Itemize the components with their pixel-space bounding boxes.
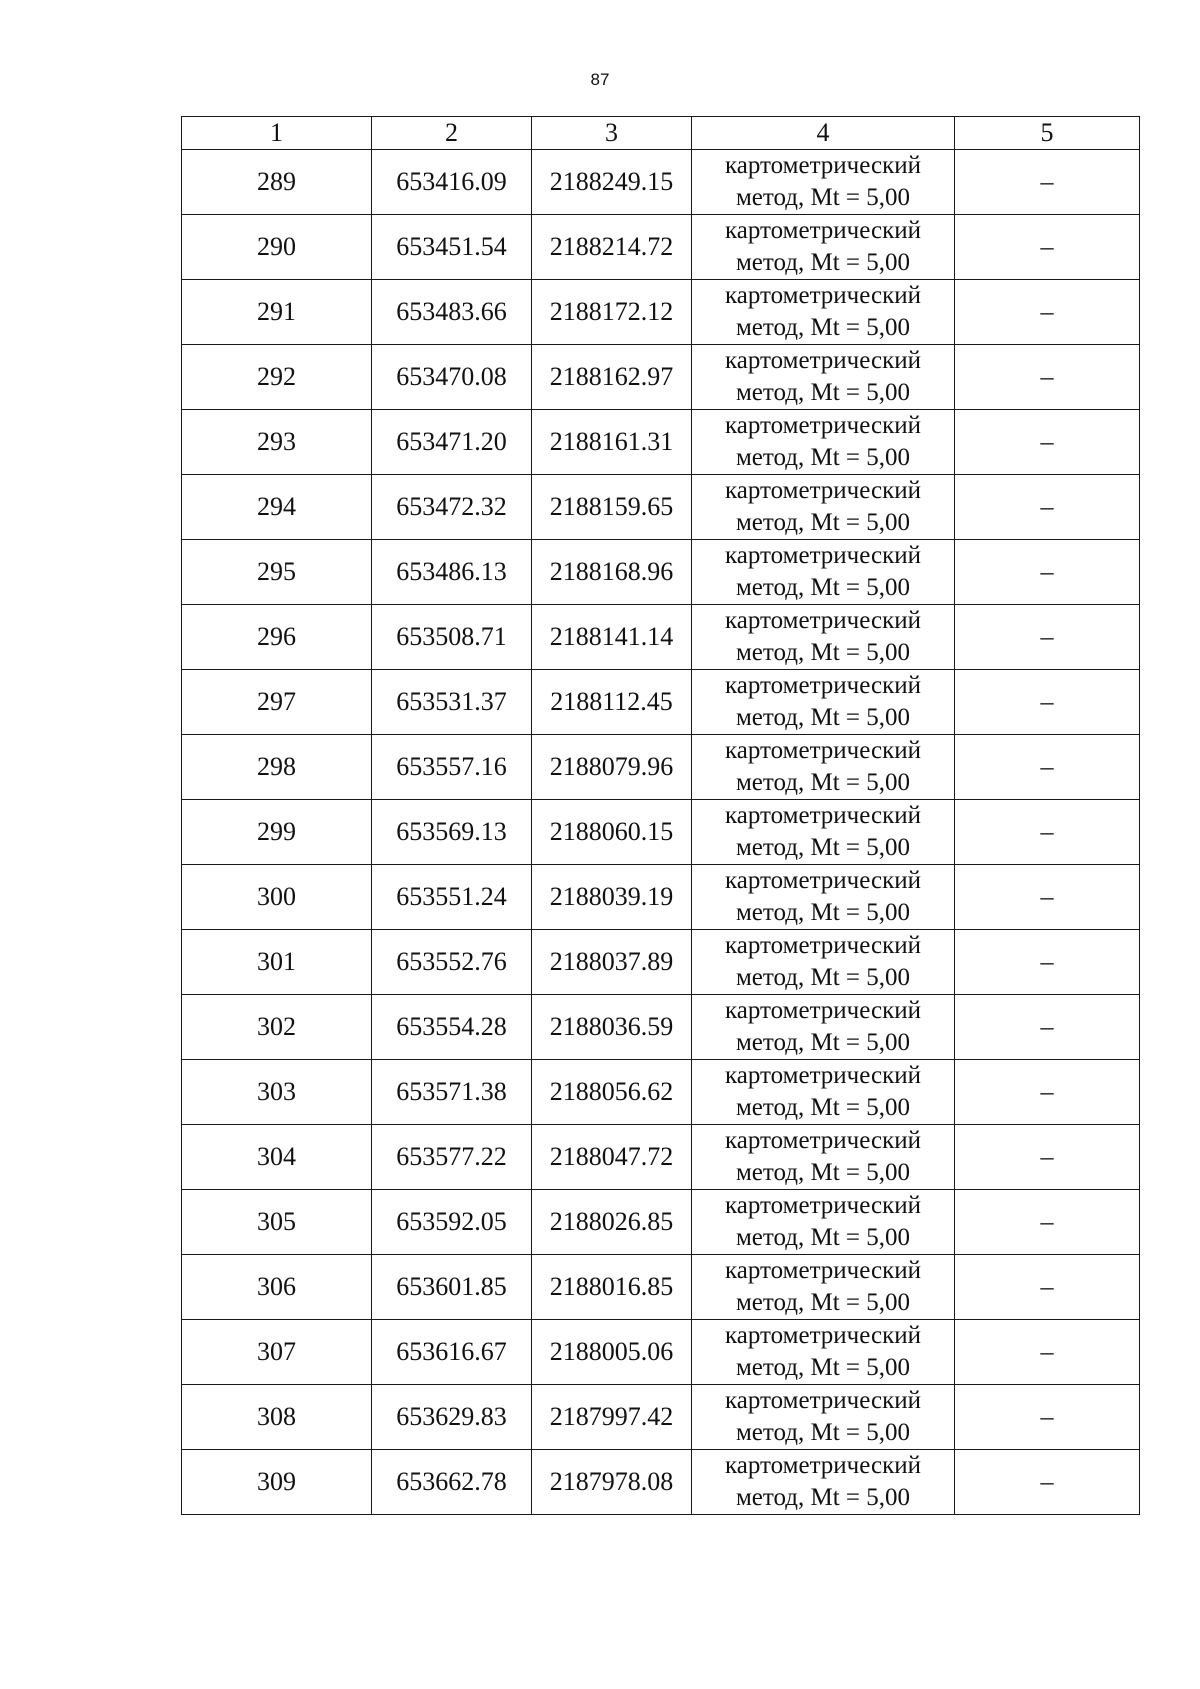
x-coordinate-cell: 653451.54: [372, 215, 532, 280]
method-cell: [692, 930, 955, 995]
y-coordinate-cell: 2188039.19: [532, 865, 692, 930]
note-cell: –: [955, 410, 1140, 475]
method-line-2: метод, Mt = 5,00: [735, 704, 911, 731]
x-coordinate-cell: 653470.08: [372, 345, 532, 410]
point-number-cell: 303: [182, 1060, 372, 1125]
method-cell: [692, 1385, 955, 1450]
table-row: [182, 735, 1140, 800]
method-line-2: метод, Mt = 5,00: [735, 314, 911, 341]
x-coordinate-cell: 653472.32: [372, 475, 532, 540]
point-number-cell: 292: [182, 345, 372, 410]
x-coordinate-cell: 653577.22: [372, 1125, 532, 1190]
method-line-2: метод, Mt = 5,00: [735, 639, 911, 666]
method-line-2: метод, Mt = 5,00: [735, 1354, 911, 1381]
y-coordinate-cell: 2188162.97: [532, 345, 692, 410]
note-cell: –: [955, 1255, 1140, 1320]
point-number-cell: 309: [182, 1450, 372, 1515]
method-cell: [692, 215, 955, 280]
point-number-cell: 296: [182, 605, 372, 670]
method-line-1: картометрический: [725, 282, 921, 309]
method-cell: [692, 995, 955, 1060]
method-cell: [692, 1320, 955, 1385]
point-number-cell: 308: [182, 1385, 372, 1450]
point-number-cell: 291: [182, 280, 372, 345]
note-cell: –: [955, 150, 1140, 215]
table-row: [182, 345, 1140, 410]
point-number-cell: 301: [182, 930, 372, 995]
method-cell: [692, 410, 955, 475]
y-coordinate-cell: 2187978.08: [532, 1450, 692, 1515]
note-cell: –: [955, 930, 1140, 995]
table-row: [182, 1255, 1140, 1320]
method-line-1: картометрический: [725, 1257, 921, 1284]
method-line-2: метод, Mt = 5,00: [735, 1419, 911, 1446]
method-cell: [692, 1060, 955, 1125]
x-coordinate-cell: 653554.28: [372, 995, 532, 1060]
method-line-2: метод, Mt = 5,00: [735, 1029, 911, 1056]
note-cell: –: [955, 1060, 1140, 1125]
method-cell: [692, 735, 955, 800]
method-line-1: картометрический: [725, 932, 921, 959]
table-row: [182, 1320, 1140, 1385]
y-coordinate-cell: 2188159.65: [532, 475, 692, 540]
note-cell: –: [955, 735, 1140, 800]
method-line-2: метод, Mt = 5,00: [735, 509, 911, 536]
note-cell: –: [955, 215, 1140, 280]
method-line-1: картометрический: [725, 477, 921, 504]
table-row: [182, 280, 1140, 345]
y-coordinate-cell: 2188161.31: [532, 410, 692, 475]
point-number-cell: 307: [182, 1320, 372, 1385]
header-col-4: 4: [692, 117, 955, 150]
method-line-1: картометрический: [725, 1322, 921, 1349]
method-line-1: картометрический: [725, 802, 921, 829]
point-number-cell: 289: [182, 150, 372, 215]
x-coordinate-cell: 653662.78: [372, 1450, 532, 1515]
y-coordinate-cell: 2188112.45: [532, 670, 692, 735]
method-line-2: метод, Mt = 5,00: [735, 1224, 911, 1251]
method-line-2: метод, Mt = 5,00: [735, 379, 911, 406]
note-cell: –: [955, 475, 1140, 540]
y-coordinate-cell: 2188168.96: [532, 540, 692, 605]
note-cell: –: [955, 995, 1140, 1060]
method-cell: [692, 150, 955, 215]
y-coordinate-cell: 2188026.85: [532, 1190, 692, 1255]
note-cell: –: [955, 1320, 1140, 1385]
x-coordinate-cell: 653629.83: [372, 1385, 532, 1450]
x-coordinate-cell: 653569.13: [372, 800, 532, 865]
point-number-cell: 290: [182, 215, 372, 280]
x-coordinate-cell: 653531.37: [372, 670, 532, 735]
x-coordinate-cell: 653471.20: [372, 410, 532, 475]
method-line-2: метод, Mt = 5,00: [735, 769, 911, 796]
method-line-1: картометрический: [725, 1387, 921, 1414]
method-cell: [692, 345, 955, 410]
y-coordinate-cell: 2188214.72: [532, 215, 692, 280]
y-coordinate-cell: 2187997.42: [532, 1385, 692, 1450]
table-row: [182, 1385, 1140, 1450]
y-coordinate-cell: 2188249.15: [532, 150, 692, 215]
table-row: [182, 1450, 1140, 1515]
y-coordinate-cell: 2188005.06: [532, 1320, 692, 1385]
page-number: 87: [590, 70, 610, 89]
header-col-2: 2: [372, 117, 532, 150]
note-cell: –: [955, 1190, 1140, 1255]
x-coordinate-cell: 653592.05: [372, 1190, 532, 1255]
method-line-2: метод, Mt = 5,00: [735, 964, 911, 991]
y-coordinate-cell: 2188047.72: [532, 1125, 692, 1190]
point-number-cell: 299: [182, 800, 372, 865]
note-cell: –: [955, 605, 1140, 670]
note-cell: –: [955, 865, 1140, 930]
note-cell: –: [955, 540, 1140, 605]
header-col-1: 1: [182, 117, 372, 150]
method-cell: [692, 1125, 955, 1190]
point-number-cell: 305: [182, 1190, 372, 1255]
table-row: [182, 540, 1140, 605]
table-body: [182, 150, 1140, 1515]
table-row: [182, 605, 1140, 670]
method-line-2: метод, Mt = 5,00: [735, 1289, 911, 1316]
table-row: [182, 475, 1140, 540]
x-coordinate-cell: 653508.71: [372, 605, 532, 670]
x-coordinate-cell: 653551.24: [372, 865, 532, 930]
point-number-cell: 295: [182, 540, 372, 605]
method-cell: [692, 800, 955, 865]
y-coordinate-cell: 2188060.15: [532, 800, 692, 865]
header-col-5: 5: [955, 117, 1140, 150]
note-cell: –: [955, 1450, 1140, 1515]
method-line-1: картометрический: [725, 217, 921, 244]
method-cell: [692, 1450, 955, 1515]
method-line-1: картометрический: [725, 997, 921, 1024]
note-cell: –: [955, 280, 1140, 345]
table-row: [182, 150, 1140, 215]
header-row: [182, 117, 1140, 150]
x-coordinate-cell: 653616.67: [372, 1320, 532, 1385]
method-line-2: метод, Mt = 5,00: [735, 834, 911, 861]
point-number-cell: 297: [182, 670, 372, 735]
method-line-1: картометрический: [725, 607, 921, 634]
table-row: [182, 215, 1140, 280]
x-coordinate-cell: 653571.38: [372, 1060, 532, 1125]
method-cell: [692, 605, 955, 670]
header-col-3: 3: [532, 117, 692, 150]
x-coordinate-cell: 653552.76: [372, 930, 532, 995]
y-coordinate-cell: 2188141.14: [532, 605, 692, 670]
table-row: [182, 1190, 1140, 1255]
x-coordinate-cell: 653483.66: [372, 280, 532, 345]
method-line-1: картометрический: [725, 867, 921, 894]
point-number-cell: 306: [182, 1255, 372, 1320]
method-cell: [692, 540, 955, 605]
table-row: [182, 995, 1140, 1060]
method-cell: [692, 670, 955, 735]
point-number-cell: 293: [182, 410, 372, 475]
y-coordinate-cell: 2188016.85: [532, 1255, 692, 1320]
point-number-cell: 304: [182, 1125, 372, 1190]
note-cell: –: [955, 800, 1140, 865]
method-line-2: метод, Mt = 5,00: [735, 899, 911, 926]
method-line-1: картометрический: [725, 1062, 921, 1089]
table-row: [182, 410, 1140, 475]
note-cell: –: [955, 670, 1140, 735]
method-line-2: метод, Mt = 5,00: [735, 444, 911, 471]
method-cell: [692, 865, 955, 930]
x-coordinate-cell: 653557.16: [372, 735, 532, 800]
method-line-2: метод, Mt = 5,00: [735, 184, 911, 211]
table-row: [182, 865, 1140, 930]
x-coordinate-cell: 653486.13: [372, 540, 532, 605]
method-line-1: картометрический: [725, 1192, 921, 1219]
method-line-2: метод, Mt = 5,00: [735, 249, 911, 276]
method-line-1: картометрический: [725, 542, 921, 569]
method-line-2: метод, Mt = 5,00: [735, 1484, 911, 1511]
y-coordinate-cell: 2188172.12: [532, 280, 692, 345]
method-line-2: метод, Mt = 5,00: [735, 1094, 911, 1121]
method-line-2: метод, Mt = 5,00: [735, 1159, 911, 1186]
point-number-cell: 294: [182, 475, 372, 540]
y-coordinate-cell: 2188036.59: [532, 995, 692, 1060]
method-line-1: картометрический: [725, 152, 921, 179]
method-cell: [692, 1255, 955, 1320]
method-line-1: картометрический: [725, 672, 921, 699]
point-number-cell: 302: [182, 995, 372, 1060]
method-line-1: картометрический: [725, 737, 921, 764]
method-cell: [692, 280, 955, 345]
method-line-1: картометрический: [725, 347, 921, 374]
method-line-1: картометрический: [725, 1127, 921, 1154]
table-row: [182, 670, 1140, 735]
x-coordinate-cell: 653601.85: [372, 1255, 532, 1320]
point-number-cell: 300: [182, 865, 372, 930]
point-number-cell: 298: [182, 735, 372, 800]
method-line-2: метод, Mt = 5,00: [735, 574, 911, 601]
x-coordinate-cell: 653416.09: [372, 150, 532, 215]
table-row: [182, 800, 1140, 865]
table-row: [182, 1125, 1140, 1190]
note-cell: –: [955, 1125, 1140, 1190]
method-line-1: картометрический: [725, 1452, 921, 1479]
table-header: [182, 117, 1140, 150]
note-cell: –: [955, 1385, 1140, 1450]
method-cell: [692, 1190, 955, 1255]
method-line-1: картометрический: [725, 412, 921, 439]
coordinates-table: [181, 116, 1140, 1515]
method-cell: [692, 475, 955, 540]
note-cell: –: [955, 345, 1140, 410]
y-coordinate-cell: 2188056.62: [532, 1060, 692, 1125]
table-row: [182, 1060, 1140, 1125]
table-row: [182, 930, 1140, 995]
y-coordinate-cell: 2188079.96: [532, 735, 692, 800]
y-coordinate-cell: 2188037.89: [532, 930, 692, 995]
